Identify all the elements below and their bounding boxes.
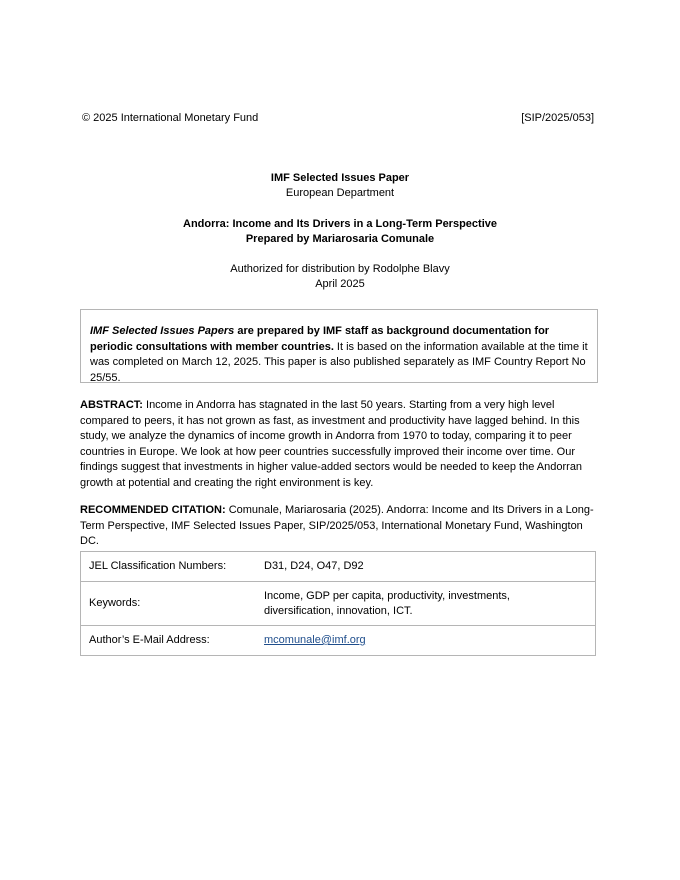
series-block — [0, 171, 680, 201]
jel-label: JEL Classification Numbers: — [81, 552, 257, 582]
keywords-value: Income, GDP per capita, productivity, investments, diversification, innovation, ICT. — [256, 582, 596, 626]
citation-label: RECOMMENDED CITATION: — [80, 504, 226, 516]
author-line: Prepared by Mariarosaria Comunale — [245, 233, 435, 245]
citation-paragraph — [80, 503, 602, 550]
disclaimer-box — [80, 309, 598, 383]
copyright-notice: © 2025 International Monetary Fund — [82, 112, 259, 124]
disclaimer-rest: It is based on the information available at the time it was completed on March 12, 2025. This paper is also published separately as IMF Country Report No 25/55. — [90, 340, 588, 384]
table-row — [81, 626, 596, 656]
paper-code: [SIP/2025/053] — [521, 112, 594, 124]
jel-value: D31, D24, O47, D92 — [256, 552, 596, 582]
email-cell — [256, 626, 596, 656]
series-title: IMF Selected Issues Paper — [270, 172, 410, 184]
title-block — [0, 217, 680, 247]
abstract-label: ABSTRACT: — [80, 399, 143, 411]
page-header — [82, 111, 594, 125]
disclaimer-lead-italic: IMF Selected Issues Papers — [90, 325, 235, 337]
authorization-block — [0, 262, 680, 292]
classification-table — [80, 551, 596, 656]
paper-title: Andorra: Income and Its Drivers in a Long-Term Perspective — [183, 218, 497, 230]
keywords-label: Keywords: — [81, 582, 257, 626]
abstract-text: Income in Andorra has stagnated in the last 50 years. Starting from a very high level compared to peers, it has not grown as fast, as investment and productivity have lagged behind. In this study, we analyze the dynamics of income growth in Andorra from 1970 to today, comparing it to peer countries in Europe. We look at how peer countries successfully improved their income over time. Our findings suggest that investments in higher value-added sectors would be needed to keep the Andorran growth at potential and creating the right environment is key. — [80, 399, 583, 489]
abstract-paragraph — [80, 398, 602, 491]
publication-date: April 2025 — [315, 278, 365, 290]
disclaimer-lead-bold: are prepared by IMF staff as background documentation for periodic consultations with member countries. — [90, 325, 550, 353]
email-label: Author’s E-Mail Address: — [81, 626, 257, 656]
department: European Department — [285, 187, 395, 199]
table-row — [81, 582, 596, 626]
author-email-link[interactable]: mcomunale@imf.org — [264, 634, 366, 646]
table-row — [81, 552, 596, 582]
authorized-by: Authorized for distribution by Rodolphe Blavy — [230, 263, 450, 275]
citation-text: Comunale, Mariarosaria (2025). Andorra: Income and Its Drivers in a Long-Term Perspective, IMF Selected Issues Paper, SIP/2025/053, International Monetary Fund, Washington DC. — [80, 504, 594, 547]
